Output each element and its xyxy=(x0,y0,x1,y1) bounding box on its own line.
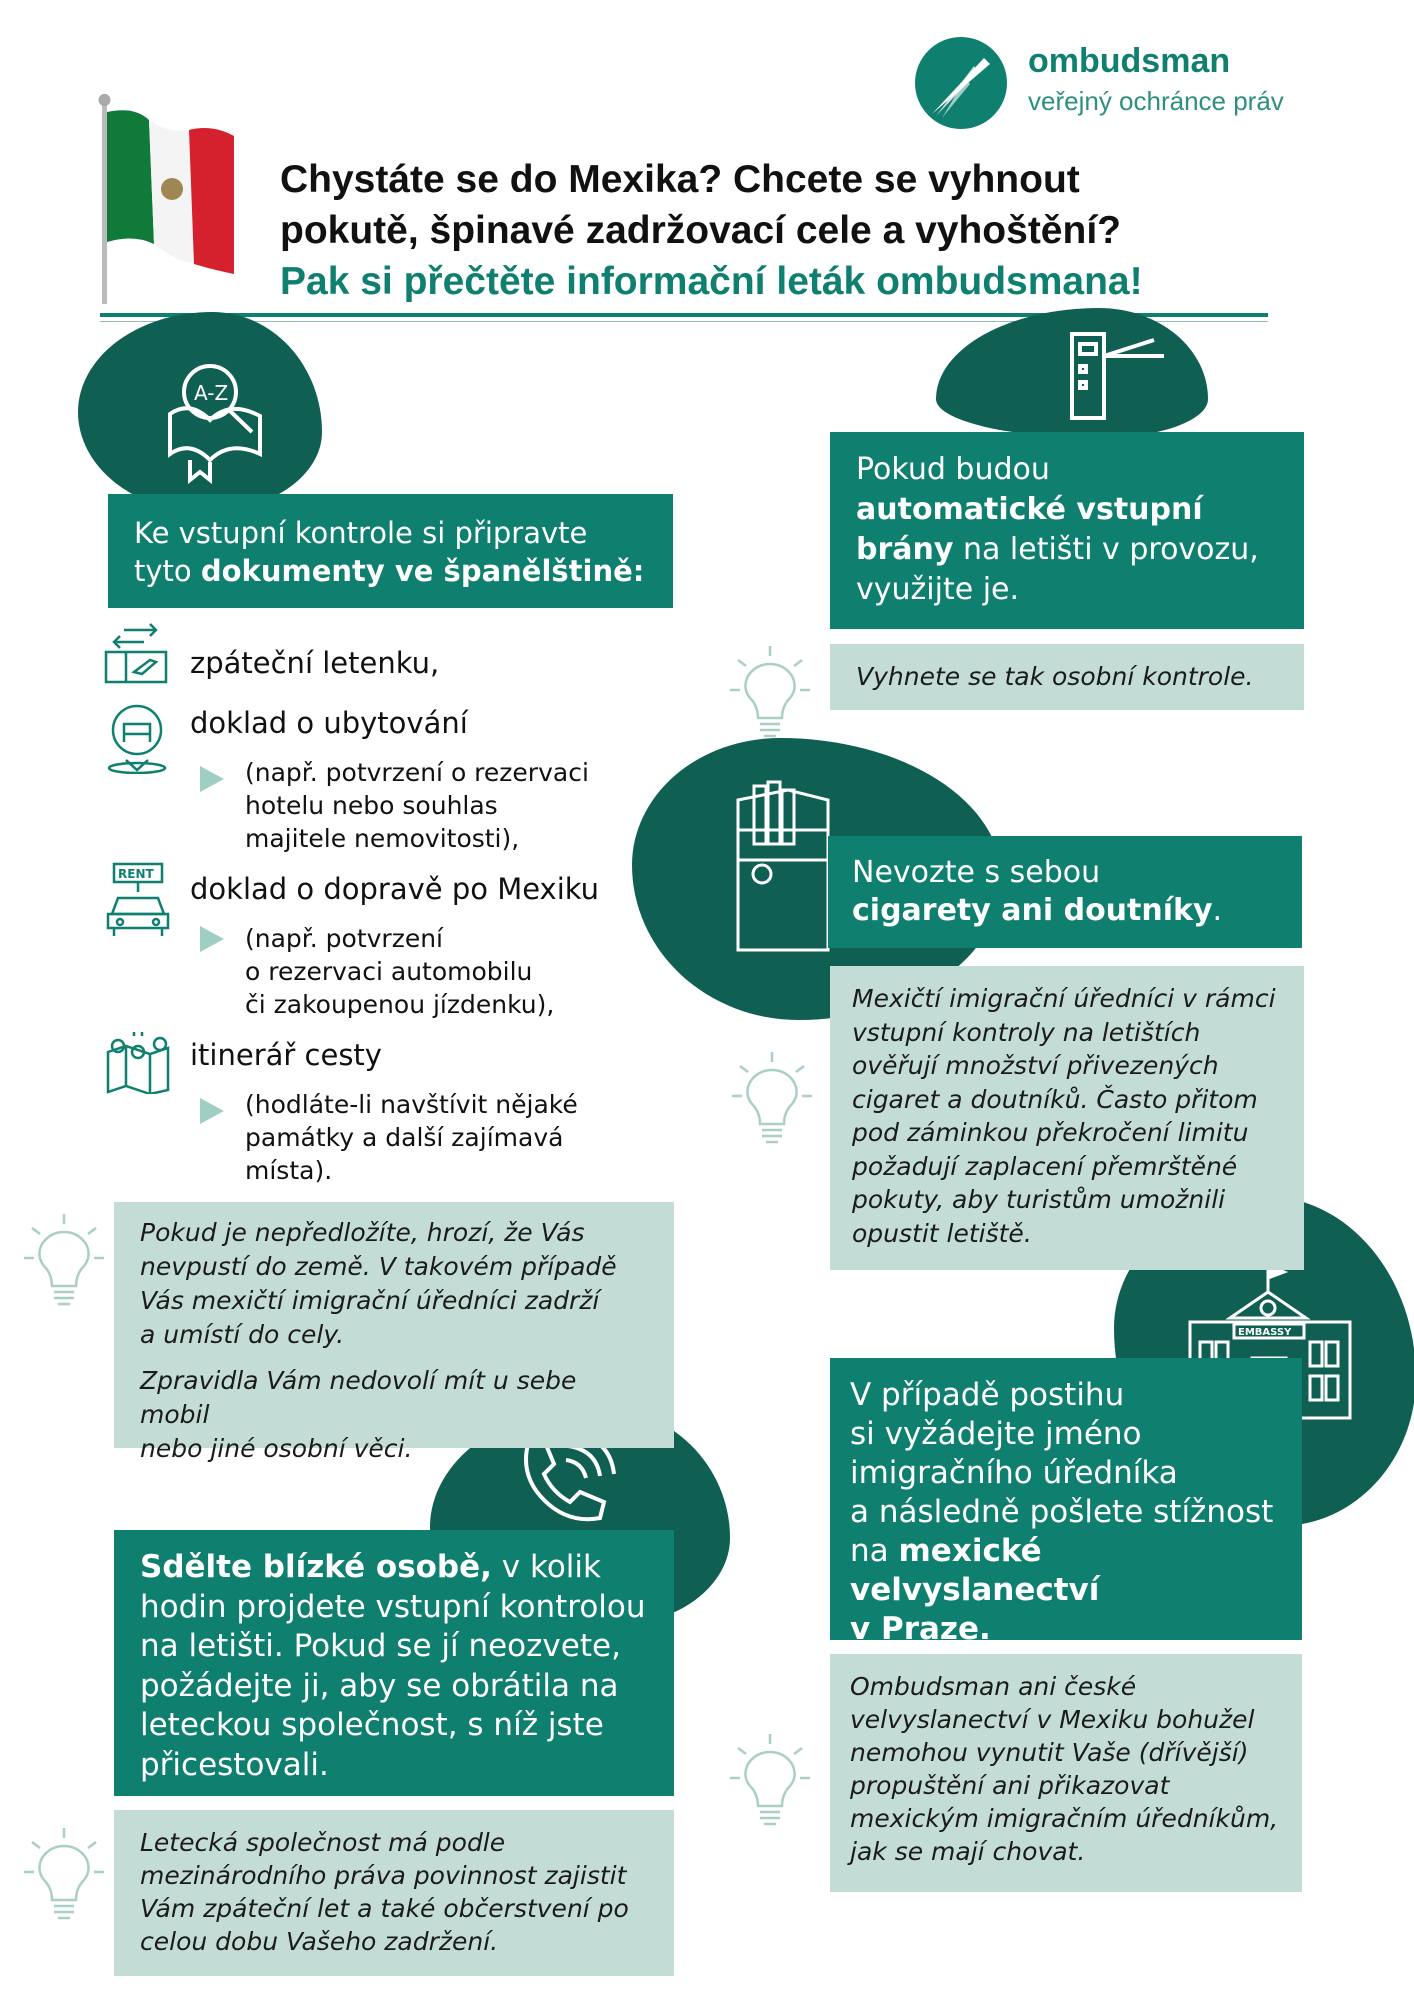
gates-box xyxy=(830,432,1304,629)
documents-box xyxy=(108,494,673,608)
tip-call-2: mezinárodního práva povinnost zajistit xyxy=(140,1861,627,1890)
note-accommodation-3: majitele nemovitosti), xyxy=(245,824,520,853)
call-box xyxy=(114,1530,674,1796)
embassy-sign: EMBASSY xyxy=(1238,1327,1292,1338)
tip-call-box xyxy=(114,1810,674,1976)
note-accommodation-2: hotelu nebo souhlas xyxy=(245,791,498,820)
accommodation-icon xyxy=(104,702,170,774)
cigarettes-bold: cigarety ani doutníky xyxy=(852,893,1213,928)
tip-documents-line6: nebo jiné osobní věci. xyxy=(140,1434,413,1463)
complaint-box xyxy=(830,1358,1302,1647)
tip-documents-line5: Zpravidla Vám nedovolí mít u sebe mobil xyxy=(140,1366,577,1429)
tip-complaint-1: Ombudsman ani české xyxy=(850,1672,1137,1701)
call-line5: leteckou společnost, s níž jste xyxy=(140,1707,604,1743)
note-transport-1: (např. potvrzení xyxy=(245,924,443,953)
note-accommodation-1: (např. potvrzení o rezervaci xyxy=(245,758,589,787)
gates-bold2: brány xyxy=(856,532,954,567)
tip-call-4: celou dobu Vašeho zadržení. xyxy=(140,1927,499,1956)
gates-line1: Pokud budou xyxy=(856,452,1050,487)
tip-complaint-6: jak se mají chovat. xyxy=(850,1837,1086,1866)
documents-box-line2: tyto xyxy=(134,554,201,588)
complaint-line3: imigračního úředníka xyxy=(850,1455,1178,1491)
svg-text:A-Z: A-Z xyxy=(194,381,229,405)
tip-complaint-box xyxy=(830,1654,1302,1892)
list-item-ticket: zpáteční letenku, xyxy=(190,646,440,680)
header-line-2: pokutě, špinavé zadržovací cele a vyhoštění? xyxy=(280,209,1121,252)
header-line-3: Pak si přečtěte informační leták ombudsmana! xyxy=(280,260,1143,303)
tip-complaint-4: propuštění ani přikazovat xyxy=(850,1771,1170,1800)
documents-box-bold: dokumenty ve španělštině: xyxy=(200,554,645,588)
list-item-transport: doklad o dopravě po Mexiku xyxy=(190,872,600,906)
ombudsman-logo-icon xyxy=(914,36,1008,130)
mexico-flag xyxy=(94,94,244,304)
tip-cig-2: vstupní kontroly na letištích xyxy=(852,1017,1201,1047)
note-transport-3: či zakoupenou jízdenku), xyxy=(245,990,555,1019)
call-bold: Sdělte blízké osobě, xyxy=(140,1549,492,1585)
call-line3: na letišti. Pokud se jí neozvete, xyxy=(140,1628,621,1664)
call-line1: v kolik xyxy=(491,1549,601,1585)
rent-car-icon xyxy=(104,862,172,938)
bullet-triangle xyxy=(200,766,224,792)
tip-cig-4: cigaret a doutníků. Často přitom xyxy=(852,1084,1258,1114)
call-line4: požádejte ji, aby se obrátila na xyxy=(140,1667,619,1704)
complaint-bold2: v Praze. xyxy=(850,1611,991,1647)
lightbulb-icon xyxy=(728,644,812,740)
dictionary-search-icon xyxy=(150,350,290,490)
tip-gates-text: Vyhnete se tak osobní kontrole. xyxy=(856,662,1254,691)
tip-documents-line1: Pokud je nepředložíte, hrozí, že Vás xyxy=(140,1218,585,1247)
logo-tagline: veřejný ochránce práv xyxy=(1028,86,1284,116)
complaint-line4: a následně pošlete stížnost xyxy=(850,1494,1274,1530)
tip-call-1: Letecká společnost má podle xyxy=(140,1828,506,1857)
tip-documents-line4: a umístí do cely. xyxy=(140,1320,345,1349)
header-line-1: Chystáte se do Mexika? Chcete se vyhnout xyxy=(280,158,1080,201)
note-itinerary-3: místa). xyxy=(245,1156,333,1185)
note-itinerary-1: (hodláte-li navštívit nějaké xyxy=(245,1090,578,1119)
tip-documents-line2: nevpustí do země. V takovém případě xyxy=(140,1252,617,1281)
tip-call-3: Vám zpáteční let a také občerstvení po xyxy=(140,1894,629,1923)
list-item-itinerary: itinerář cesty xyxy=(190,1038,382,1072)
cigarettes-end: . xyxy=(1212,893,1223,928)
complaint-line1: V případě postihu xyxy=(850,1377,1125,1413)
cigarettes-line1: Nevozte s sebou xyxy=(852,855,1101,890)
lightbulb-icon xyxy=(22,1826,106,1922)
svg-text:RENT: RENT xyxy=(118,867,154,881)
tip-complaint-3: nemohou vynutit Vaše (dřívější) xyxy=(850,1738,1249,1767)
logo xyxy=(914,36,1314,136)
bullet-triangle xyxy=(200,926,224,952)
note-transport-2: o rezervaci automobilu xyxy=(245,957,533,986)
tip-cig-8: opustit letiště. xyxy=(852,1218,1032,1248)
complaint-bold1: mexické velvyslanectví xyxy=(850,1533,1100,1608)
ticket-icon xyxy=(104,622,170,686)
bullet-triangle xyxy=(200,1098,224,1124)
tip-cig-5: pod záminkou překročení limitu xyxy=(852,1118,1249,1147)
complaint-line5: na xyxy=(850,1533,899,1569)
lightbulb-icon xyxy=(22,1212,106,1308)
tip-cig-7: pokuty, aby turistům umožnili xyxy=(852,1185,1226,1214)
cigarettes-icon xyxy=(728,780,838,960)
list-item-accommodation: doklad o ubytování xyxy=(190,706,468,740)
call-line6: přicestovali. xyxy=(140,1746,329,1783)
turnstile-gate-icon xyxy=(1064,326,1172,426)
tip-gates-box xyxy=(830,644,1304,710)
note-itinerary-2: památky a další zajímavá xyxy=(245,1123,564,1152)
tip-documents-line3: Vás mexičtí imigrační úředníci zadrží xyxy=(140,1286,600,1315)
gates-line2: na letišti v provozu, xyxy=(953,532,1259,567)
gates-bold1: automatické vstupní xyxy=(856,492,1203,527)
lightbulb-icon xyxy=(730,1050,814,1146)
tip-documents-box xyxy=(114,1202,674,1463)
tip-cigarettes-box xyxy=(830,966,1304,1270)
tip-complaint-5: mexickým imigračním úředníkům, xyxy=(850,1804,1279,1833)
gates-line3: využijte je. xyxy=(856,572,1020,607)
documents-box-line1: Ke vstupní kontrole si připravte xyxy=(134,516,588,550)
tip-cig-6: požadují zaplacení přemrštěné xyxy=(852,1151,1238,1181)
tip-cig-1: Mexičtí imigrační úředníci v rámci xyxy=(852,984,1276,1013)
map-icon xyxy=(104,1030,172,1094)
call-line2: hodin projdete vstupní kontrolou xyxy=(140,1588,646,1625)
tip-cig-3: ověřují množství přivezených xyxy=(852,1051,1219,1080)
complaint-line2: si vyžádejte jméno xyxy=(850,1416,1142,1452)
logo-name: ombudsman xyxy=(1028,42,1231,80)
tip-complaint-2: velvyslanectví v Mexiku bohužel xyxy=(850,1705,1255,1734)
cigarettes-box xyxy=(828,836,1302,948)
lightbulb-icon xyxy=(728,1732,812,1828)
